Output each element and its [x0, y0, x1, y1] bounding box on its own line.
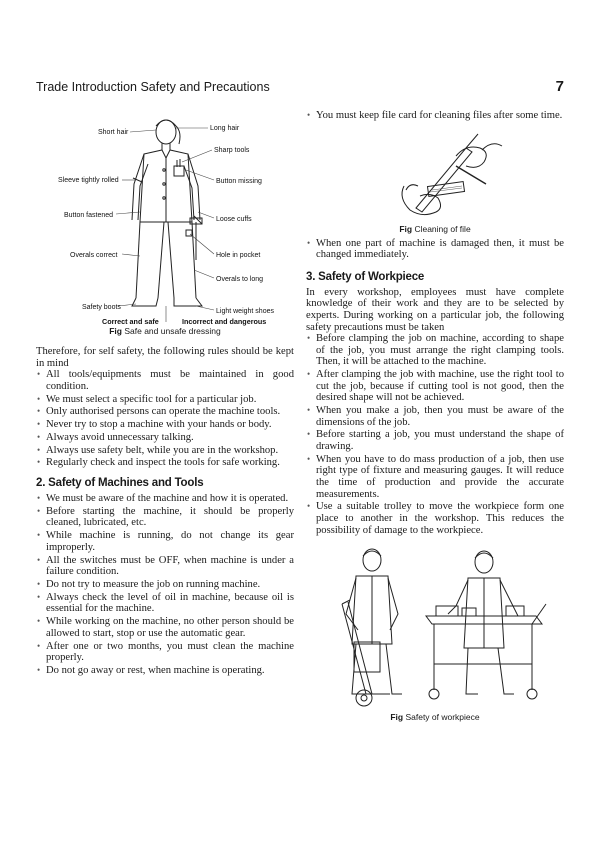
- list-item: • Never try to stop a machine with your hands or body.: [36, 419, 294, 431]
- figure-caption-workpiece: [306, 712, 564, 724]
- figure-caption-file: [306, 224, 564, 236]
- figure-safe-unsafe-dressing: [36, 110, 294, 338]
- section-heading-workpiece: 3. Safety of Workpiece: [306, 270, 425, 283]
- label-short-hair: Short hair: [98, 129, 129, 136]
- list-item: • While working on the machine, no other person should be allowed to start, stop or use the automatic gear.: [36, 616, 294, 639]
- list-item: • After clamping the job with machine, use the right tool to cut the job, because if cutting tool is not good, then the desired shape will not be achieved.: [306, 369, 564, 404]
- list-item: • Regularly check and inspect the tools for safe working.: [36, 457, 294, 469]
- rules-intro: Therefore, for self safety, the following rules should be kept in mind: [36, 346, 294, 369]
- label-button-missing: Button missing: [216, 178, 262, 185]
- label-safety-boots: Safety boots: [82, 304, 121, 311]
- workpiece-trolley-illustration: [306, 544, 564, 710]
- list-item: • Do not go away or rest, when machine is operating.: [36, 665, 294, 677]
- label-correct-safe: Correct and safe: [102, 317, 159, 326]
- list-item: • While machine is running, do not change its gear improperly.: [36, 530, 294, 553]
- list-item: • We must select a specific tool for a particular job.: [36, 394, 294, 406]
- list-item: • We must be aware of the machine and how it is operated.: [36, 493, 294, 505]
- caption-text: Safety of workpiece: [403, 712, 480, 723]
- list-item: • Use a suitable trolley to move the workpiece form one place to another in the workshop. This reduces the possibility of damage to the workpiece.: [306, 501, 564, 536]
- list-item: • Before starting the machine, it should be properly cleaned, lubricated, etc.: [36, 506, 294, 529]
- right-column: [306, 110, 564, 724]
- list-item: • Always check the level of oil in machine, because oil is essential for the machine.: [36, 592, 294, 615]
- list-item: • After one or two months, you must clean the machine properly.: [36, 641, 294, 664]
- list-item: • When you have to do mass production of a job, then use right type of fixture and measuring gauges. It will reduce the time of production and provide the accurate measurements.: [306, 454, 564, 500]
- list-item: • Before clamping the job on machine, according to shape of the job, you must arrange the right clamping tools. Then, it will be attached to the machine.: [306, 333, 564, 368]
- file-card-list: [306, 110, 564, 122]
- label-long-hair: Long hair: [210, 125, 240, 132]
- list-item: • Always avoid unnecessary talking.: [36, 432, 294, 444]
- page-header: [36, 78, 564, 98]
- figure-caption-dressing: [36, 326, 294, 338]
- label-button-fastened: Button fastened: [64, 212, 114, 219]
- caption-text: Safe and unsafe dressing: [121, 326, 221, 336]
- label-sharp-tools: Sharp tools: [214, 147, 250, 154]
- list-item: • Before starting a job, you must understand the shape of drawing.: [306, 429, 564, 452]
- damaged-part-list: [306, 238, 564, 261]
- label-sleeve-rolled: Sleeve tightly rolled: [58, 177, 119, 184]
- list-item: • Only authorised persons can operate the machine tools.: [36, 406, 294, 418]
- label-hole-in-pocket: Hole in pocket: [216, 252, 261, 259]
- label-light-shoes: Light weight shoes: [216, 308, 274, 315]
- list-item: • When one part of machine is damaged then, it must be changed immediately.: [306, 238, 564, 261]
- list-item: • All the switches must be OFF, when machine is under a failure condition.: [36, 555, 294, 578]
- workpiece-list: [306, 333, 564, 536]
- list-item: • Do not try to measure the job on running machine.: [36, 579, 294, 591]
- caption-fig-prefix: Fig: [390, 712, 404, 723]
- caption-text: Cleaning of file: [412, 223, 471, 234]
- list-item: • Always use safety belt, while you are in the workshop.: [36, 445, 294, 457]
- label-incorrect-dangerous: Incorrect and dangerous: [182, 317, 267, 326]
- page-number: 7: [555, 78, 564, 95]
- running-title: Trade Introduction Safety and Precautions: [36, 80, 270, 94]
- figure-cleaning-of-file: [306, 126, 564, 236]
- left-column: [36, 110, 294, 678]
- figure-safety-of-workpiece: [306, 544, 564, 724]
- list-item: • All tools/equipments must be maintained in good condition.: [36, 369, 294, 392]
- caption-fig-prefix: Fig: [399, 223, 413, 234]
- workpiece-intro: In every workshop, employees must have complete knowledge of their work and they are to be selected by experts. During working on a particular job, the following safety precautions must be taken: [306, 286, 564, 333]
- self-safety-rules-list: [36, 369, 294, 469]
- caption-fig-prefix: Fig: [109, 326, 122, 336]
- label-overalls-long: Overals to long: [216, 276, 264, 283]
- list-item: • You must keep file card for cleaning files after some time.: [306, 110, 564, 122]
- label-overalls-correct: Overals correct: [70, 252, 118, 259]
- file-cleaning-illustration: [306, 126, 564, 224]
- label-loose-cuffs: Loose cuffs: [216, 216, 252, 223]
- section-heading-machines-tools: 2. Safety of Machines and Tools: [36, 477, 204, 490]
- machines-tools-list: [36, 493, 294, 676]
- list-item: • When you make a job, then you must be aware of the dimensions of the job.: [306, 405, 564, 428]
